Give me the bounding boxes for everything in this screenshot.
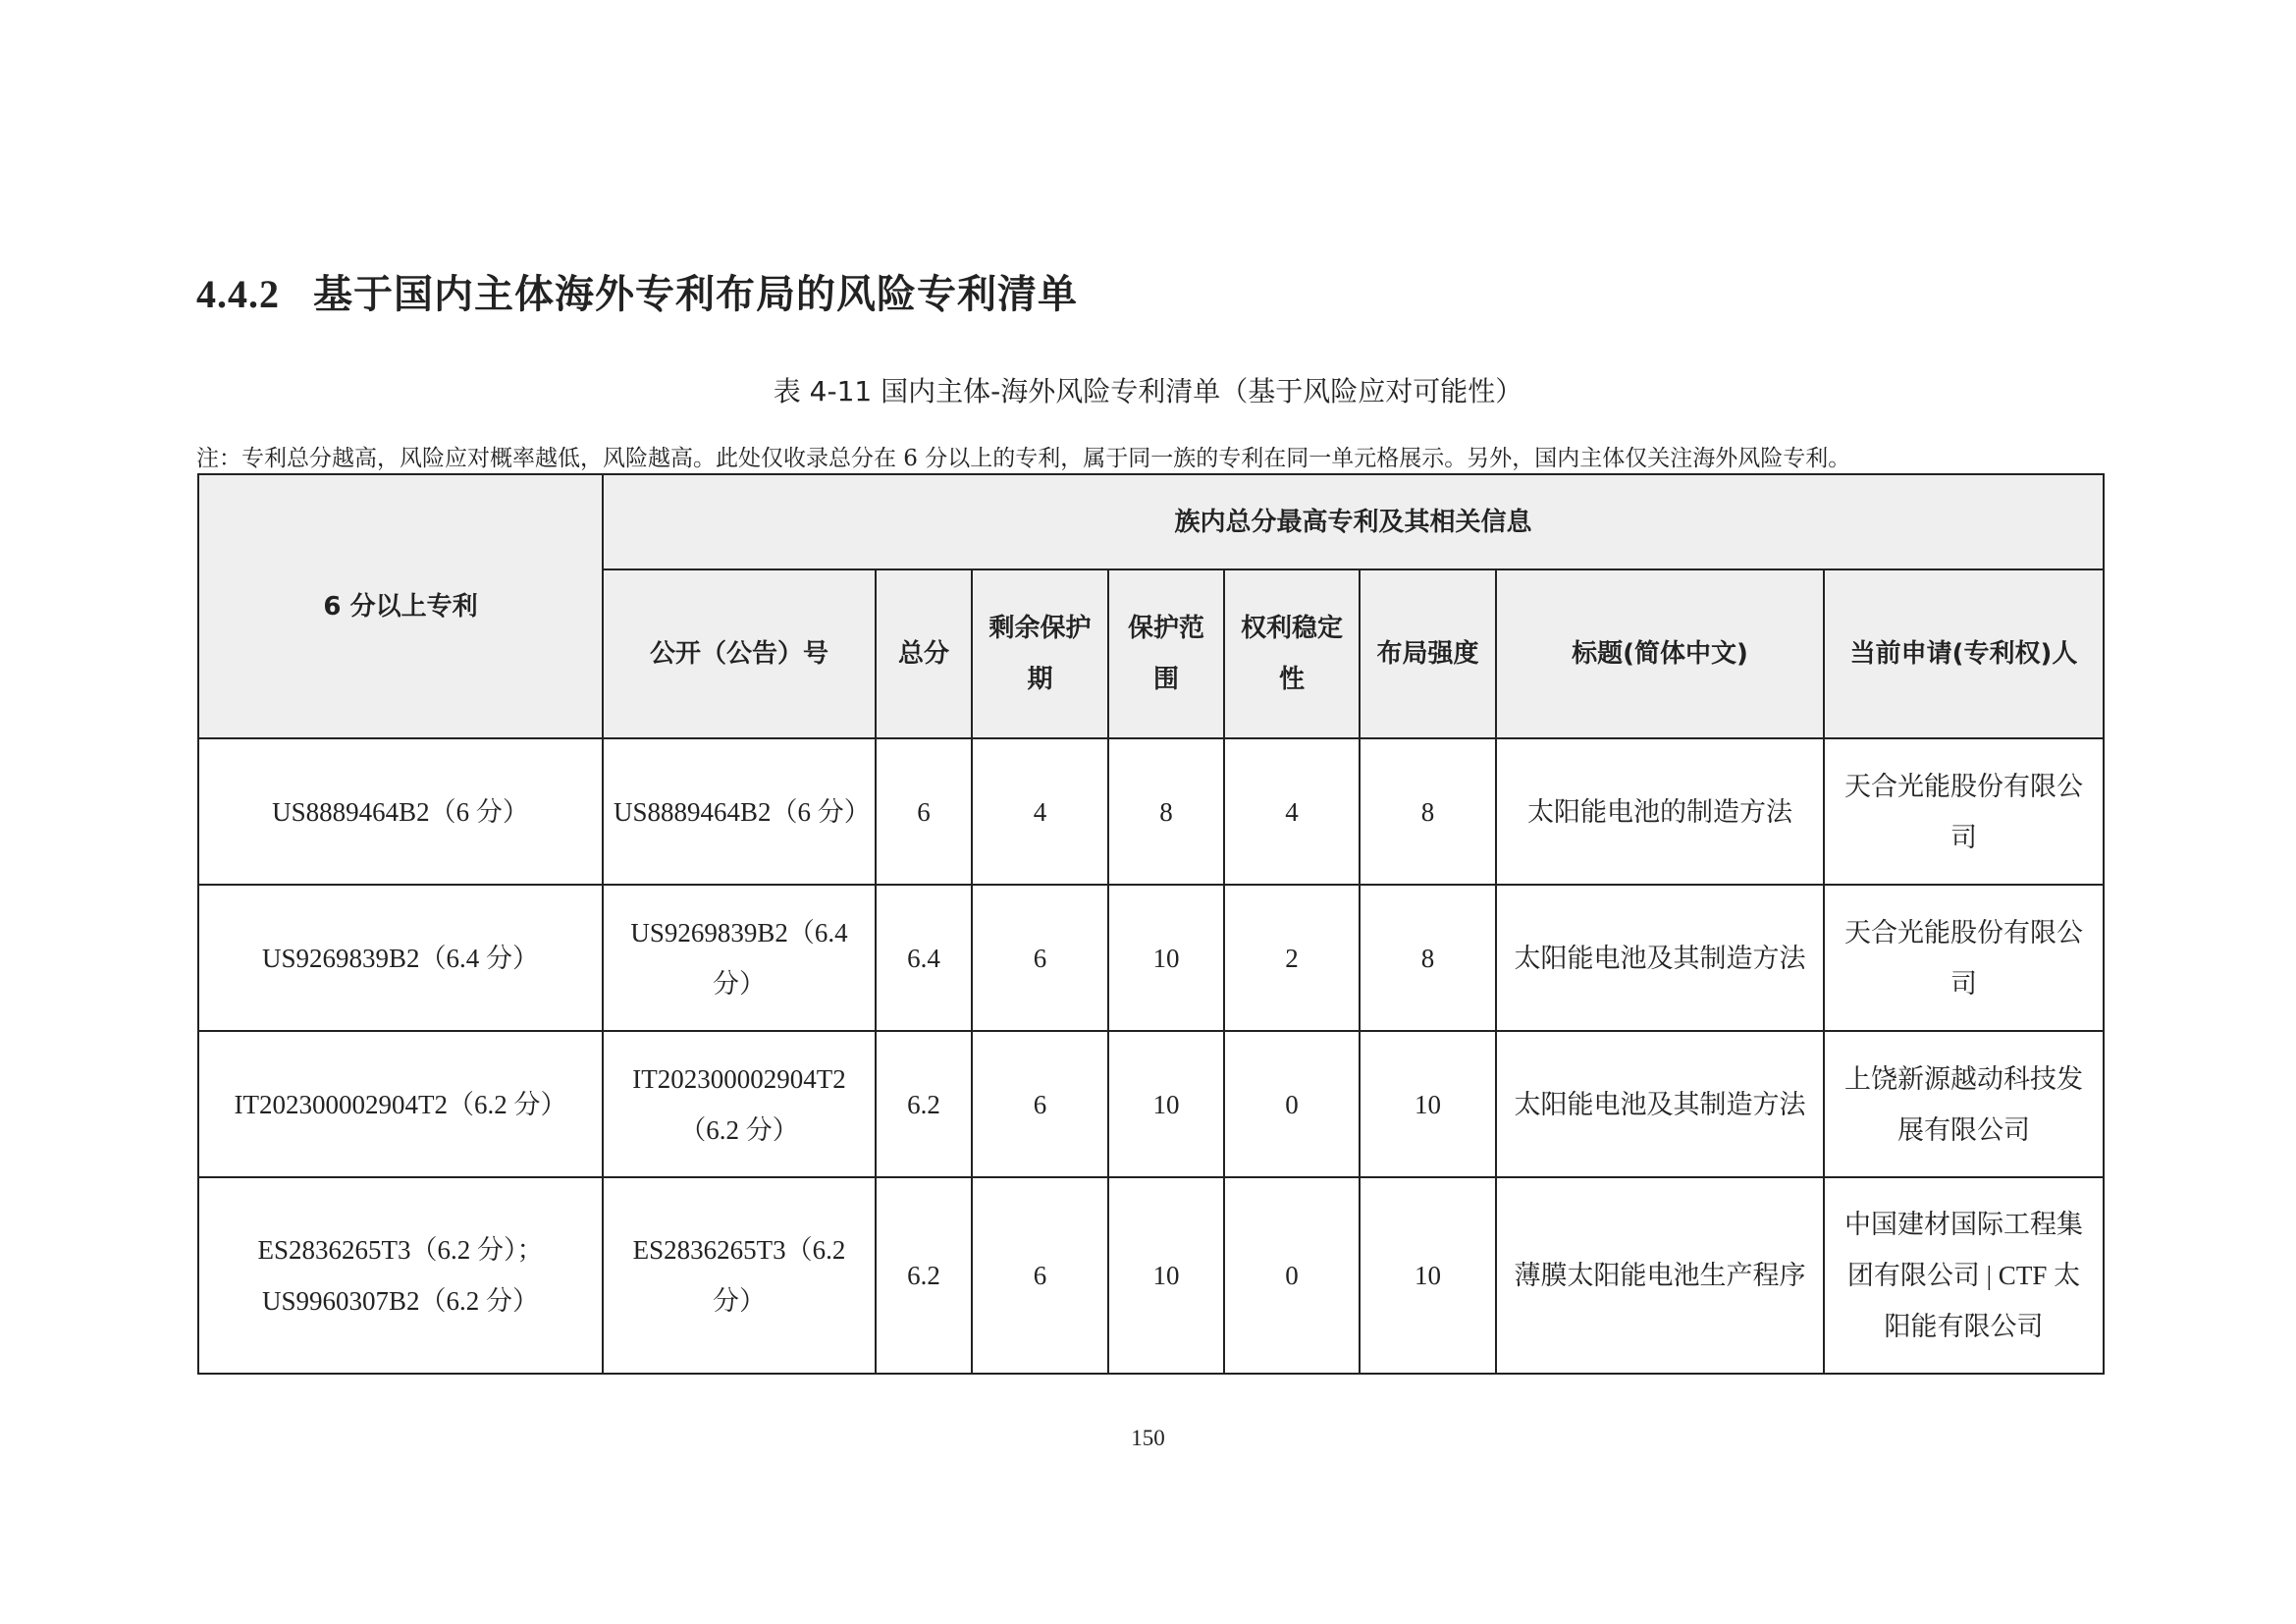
cell-protection-scope: 10: [1108, 1177, 1224, 1374]
table-caption: 表 4-11 国内主体-海外风险专利清单（基于风险应对可能性）: [773, 375, 1523, 407]
table-note: 注：专利总分越高，风险应对概率越低，风险越高。此处仅收录总分在 6 分以上的专利，属于同一族的专利在同一单元格展示。另外，国内主体仅关注海外风险专利。: [196, 446, 1851, 471]
section-title: 基于国内主体海外专利布局的风险专利清单: [313, 272, 1078, 317]
cell-title: 薄膜太阳能电池生产程序: [1496, 1177, 1824, 1374]
section-number: 4.4.2: [196, 272, 280, 316]
cell-applicant: 天合光能股份有限公司: [1824, 738, 2104, 885]
table-row: [198, 1177, 2104, 1374]
cell-right-stability: 0: [1224, 1031, 1360, 1177]
cell-layout-strength: 10: [1360, 1177, 1496, 1374]
cell-layout-strength: 10: [1360, 1031, 1496, 1177]
cell-publication-number: US9269839B2（6.4 分）: [603, 885, 876, 1031]
cell-publication-number: IT202300002904T2（6.2 分）: [603, 1031, 876, 1177]
cell-right-stability: 0: [1224, 1177, 1360, 1374]
cell-right-stability: 4: [1224, 738, 1360, 885]
cell-applicant: 天合光能股份有限公司: [1824, 885, 2104, 1031]
header-right-stability: 权利稳定性: [1224, 569, 1360, 738]
header-total-score: 总分: [876, 569, 972, 738]
cell-remaining-term: 6: [972, 1177, 1108, 1374]
header-remaining-term: 剩余保护期: [972, 569, 1108, 738]
cell-family: US8889464B2（6 分）: [198, 738, 603, 885]
cell-remaining-term: 6: [972, 885, 1108, 1031]
page-number: 150: [1131, 1426, 1165, 1450]
cell-remaining-term: 4: [972, 738, 1108, 885]
cell-protection-scope: 10: [1108, 885, 1224, 1031]
header-group: 族内总分最高专利及其相关信息: [603, 474, 2104, 569]
header-protection-scope: 保护范围: [1108, 569, 1224, 738]
header-family-patents: 6 分以上专利: [198, 474, 603, 738]
cell-family: ES2836265T3（6.2 分）；US9960307B2（6.2 分）: [198, 1177, 603, 1374]
cell-applicant: 中国建材国际工程集团有限公司 | CTF 太阳能有限公司: [1824, 1177, 2104, 1374]
cell-publication-number: US8889464B2（6 分）: [603, 738, 876, 885]
table-row: [198, 885, 2104, 1031]
cell-total-score: 6.2: [876, 1177, 972, 1374]
cell-total-score: 6.2: [876, 1031, 972, 1177]
cell-title: 太阳能电池及其制造方法: [1496, 885, 1824, 1031]
cell-layout-strength: 8: [1360, 885, 1496, 1031]
table-row: [198, 1031, 2104, 1177]
header-applicant: 当前申请(专利权)人: [1824, 569, 2104, 738]
cell-right-stability: 2: [1224, 885, 1360, 1031]
cell-total-score: 6.4: [876, 885, 972, 1031]
table-row: [198, 738, 2104, 885]
cell-family: IT202300002904T2（6.2 分）: [198, 1031, 603, 1177]
header-publication-number: 公开（公告）号: [603, 569, 876, 738]
cell-applicant: 上饶新源越动科技发展有限公司: [1824, 1031, 2104, 1177]
cell-protection-scope: 10: [1108, 1031, 1224, 1177]
cell-layout-strength: 8: [1360, 738, 1496, 885]
cell-title: 太阳能电池及其制造方法: [1496, 1031, 1824, 1177]
cell-publication-number: ES2836265T3（6.2 分）: [603, 1177, 876, 1374]
section-heading: [196, 263, 1078, 319]
cell-protection-scope: 8: [1108, 738, 1224, 885]
cell-total-score: 6: [876, 738, 972, 885]
header-layout-strength: 布局强度: [1360, 569, 1496, 738]
risk-patent-table: [197, 473, 2105, 1375]
header-title: 标题(简体中文): [1496, 569, 1824, 738]
cell-title: 太阳能电池的制造方法: [1496, 738, 1824, 885]
cell-remaining-term: 6: [972, 1031, 1108, 1177]
cell-family: US9269839B2（6.4 分）: [198, 885, 603, 1031]
